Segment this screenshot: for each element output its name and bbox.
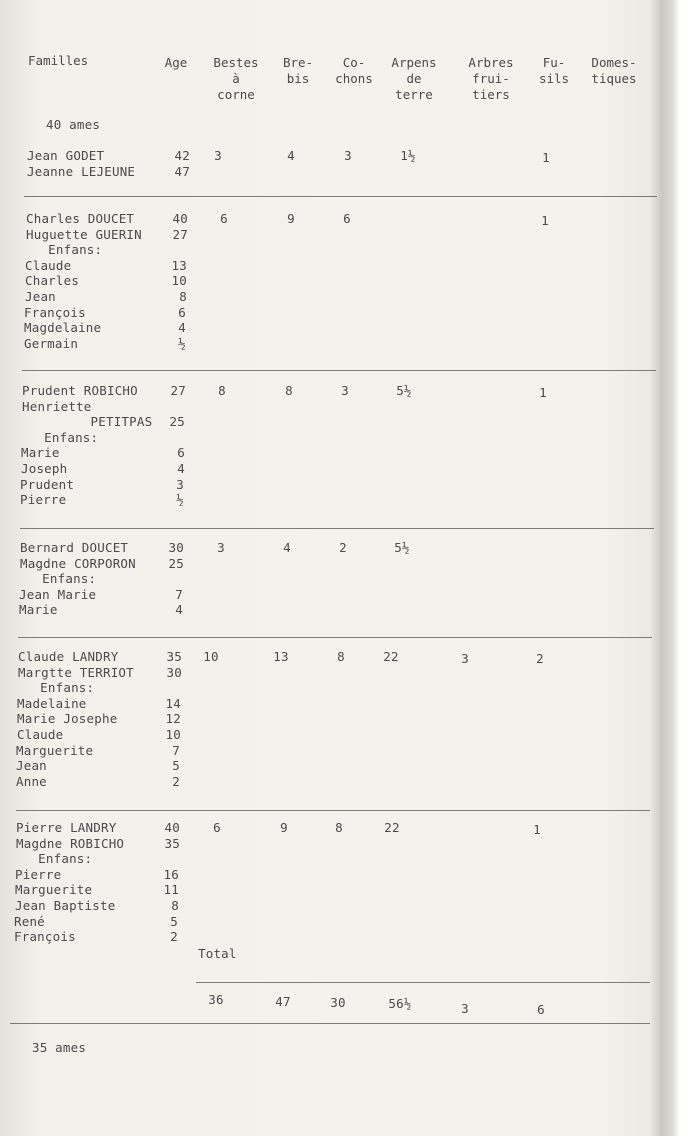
family-member-name: Magdne CORPORON bbox=[20, 555, 136, 571]
family-member-age: 8 bbox=[179, 289, 187, 304]
family-member-age: 12 bbox=[165, 711, 181, 727]
family-member-name: Pierre LANDRY bbox=[16, 820, 117, 835]
family-member-age: 4 bbox=[178, 320, 186, 336]
family-member-age: 25 bbox=[169, 414, 185, 430]
family-member-age: 8 bbox=[171, 898, 179, 913]
total-arpens: 56½ bbox=[388, 996, 412, 1011]
family-member-name: François bbox=[14, 929, 76, 945]
family-member-name: Marguerite bbox=[16, 742, 94, 758]
family-member-name: Enfans: bbox=[21, 429, 99, 445]
family-brebis-value: 8 bbox=[285, 383, 293, 398]
family-member-age: ½ bbox=[176, 492, 184, 508]
separator-line bbox=[196, 982, 650, 983]
family-member-name: René bbox=[14, 913, 45, 929]
total-cochons: 30 bbox=[330, 995, 346, 1010]
family-member-age: 3 bbox=[176, 476, 184, 492]
header-bestes-a-corne: Bestes à corne bbox=[213, 55, 259, 102]
family-cochons-value: 3 bbox=[344, 148, 352, 163]
family-member-age: 10 bbox=[165, 727, 181, 742]
family-member-age: 25 bbox=[168, 555, 184, 571]
family-bestes-value: 6 bbox=[220, 211, 228, 226]
family-member-age: 27 bbox=[170, 383, 186, 398]
family-member-name: Jean Marie bbox=[19, 586, 97, 602]
header-domestiques: Domes- tiques bbox=[591, 55, 637, 86]
family-member-name: Marie Josephe bbox=[17, 711, 118, 727]
header-brebis: Bre- bis bbox=[282, 55, 314, 86]
total-arbres: 3 bbox=[461, 1001, 469, 1016]
family-member-age: 30 bbox=[168, 540, 184, 555]
family-member-age: 5 bbox=[172, 758, 180, 774]
family-member-name: Pierre bbox=[20, 492, 67, 508]
separator-line bbox=[16, 810, 650, 811]
family-cochons-value: 3 bbox=[341, 383, 349, 398]
family-member-name: Huguette GUERIN bbox=[26, 226, 142, 242]
family-member-age: 4 bbox=[177, 461, 185, 476]
family-member-name: Prudent ROBICHO bbox=[22, 383, 138, 398]
family-member-name: Anne bbox=[16, 773, 47, 789]
family-member-age: 14 bbox=[165, 695, 181, 711]
family-bestes-value: 3 bbox=[217, 540, 225, 555]
family-member-age: 35 bbox=[164, 835, 180, 851]
family-member-name: Jean GODET bbox=[27, 148, 105, 163]
family-member-age: 6 bbox=[178, 304, 186, 320]
family-member-age: 13 bbox=[171, 257, 187, 273]
family-member-name: Enfans: bbox=[19, 571, 97, 587]
family-member-name: Jean bbox=[25, 289, 56, 304]
family-cochons-value: 8 bbox=[335, 820, 343, 835]
family-member-age: 7 bbox=[175, 586, 183, 602]
family-bestes-value: 3 bbox=[214, 148, 222, 163]
family-fusils-value: 1 bbox=[542, 150, 550, 165]
family-member-age: 11 bbox=[163, 882, 179, 898]
family-member-name: Marie bbox=[21, 445, 60, 461]
family-member-age: 35 bbox=[166, 649, 182, 664]
ames-count-top: 40 ames bbox=[46, 117, 101, 132]
family-cochons-value: 8 bbox=[337, 649, 345, 664]
family-member-name: Magdelaine bbox=[24, 320, 102, 336]
family-member-name: Enfans: bbox=[15, 851, 93, 867]
family-member-name: Charles bbox=[25, 273, 80, 289]
family-member-name: Jean Baptiste bbox=[15, 898, 116, 913]
family-member-name: François bbox=[24, 304, 86, 320]
header-age: Age bbox=[164, 55, 188, 70]
family-arpens-value: 1½ bbox=[400, 148, 416, 163]
family-member-age: 16 bbox=[163, 866, 179, 882]
family-brebis-value: 9 bbox=[280, 820, 288, 835]
family-member-name: Bernard DOUCET bbox=[20, 540, 129, 555]
separator-line bbox=[24, 196, 657, 197]
family-member-age: 47 bbox=[174, 163, 190, 179]
family-bestes-value: 10 bbox=[203, 649, 219, 664]
family-member-name: Claude bbox=[25, 257, 72, 273]
family-member-name: Germain bbox=[24, 335, 79, 351]
total-label: Total bbox=[198, 946, 237, 961]
family-member-name: Claude LANDRY bbox=[18, 649, 119, 664]
family-member-name: Claude bbox=[17, 727, 64, 742]
family-member-name: Charles DOUCET bbox=[26, 211, 135, 226]
family-arpens-value: 22 bbox=[383, 649, 399, 664]
family-bestes-value: 6 bbox=[213, 820, 221, 835]
separator-line bbox=[10, 1023, 650, 1024]
header-arbres-fruitiers: Arbres frui- tiers bbox=[468, 55, 514, 102]
header-cochons: Co- chons bbox=[335, 55, 373, 86]
family-member-age: 30 bbox=[166, 664, 182, 680]
family-arpens-value: 5½ bbox=[396, 383, 412, 398]
total-brebis: 47 bbox=[275, 994, 291, 1009]
family-member-age: 6 bbox=[177, 445, 185, 461]
family-arpens-value: 5½ bbox=[394, 540, 410, 555]
family-brebis-value: 4 bbox=[287, 148, 295, 163]
family-member-age: ½ bbox=[178, 335, 186, 351]
header-familles: Familles bbox=[28, 53, 89, 68]
header-fusils: Fu- sils bbox=[538, 55, 570, 86]
family-member-age: 40 bbox=[164, 820, 180, 835]
family-member-name: Enfans: bbox=[17, 680, 95, 696]
family-fusils-value: 1 bbox=[539, 385, 547, 400]
family-member-name: Pierre bbox=[15, 866, 62, 882]
family-fusils-value: 1 bbox=[533, 822, 541, 837]
family-member-age: 10 bbox=[171, 273, 187, 289]
family-brebis-value: 4 bbox=[283, 540, 291, 555]
family-member-age: 4 bbox=[175, 602, 183, 618]
family-member-name: Jeanne LEJEUNE bbox=[27, 163, 136, 179]
family-member-name: Magdne ROBICHO bbox=[16, 835, 125, 851]
header-arpens-de-terre: Arpens de terre bbox=[391, 55, 437, 102]
family-arbres-value: 3 bbox=[461, 651, 469, 666]
family-member-name: Margtte TERRIOT bbox=[18, 664, 134, 680]
family-cochons-value: 6 bbox=[343, 211, 351, 226]
family-brebis-value: 13 bbox=[273, 649, 289, 664]
family-member-age: 27 bbox=[172, 226, 188, 242]
family-brebis-value: 9 bbox=[287, 211, 295, 226]
family-member-name: Madelaine bbox=[17, 695, 87, 711]
family-member-name: Joseph bbox=[21, 461, 68, 476]
family-bestes-value: 8 bbox=[218, 383, 226, 398]
separator-line bbox=[20, 528, 654, 529]
family-fusils-value: 1 bbox=[541, 213, 549, 228]
total-bestes: 36 bbox=[208, 992, 224, 1007]
family-fusils-value: 2 bbox=[536, 651, 544, 666]
total-fusils: 6 bbox=[537, 1002, 545, 1017]
family-member-name: Marguerite bbox=[15, 882, 93, 898]
family-member-age: 40 bbox=[172, 211, 188, 226]
family-member-age: 2 bbox=[170, 929, 178, 945]
family-member-age: 2 bbox=[172, 773, 180, 789]
family-member-name: Henriette bbox=[22, 398, 92, 414]
family-member-age: 5 bbox=[170, 913, 178, 929]
ames-count-bottom: 35 ames bbox=[32, 1040, 87, 1055]
family-cochons-value: 2 bbox=[339, 540, 347, 555]
family-member-name: Prudent bbox=[20, 476, 75, 492]
family-member-name: Jean bbox=[16, 758, 47, 774]
family-member-name: Marie bbox=[19, 602, 58, 618]
family-member-name: PETITPAS bbox=[21, 414, 153, 430]
family-arpens-value: 22 bbox=[384, 820, 400, 835]
family-member-age: 42 bbox=[174, 148, 190, 163]
separator-line bbox=[18, 637, 652, 638]
family-member-name: Enfans: bbox=[25, 242, 103, 258]
family-member-age: 7 bbox=[172, 742, 180, 758]
separator-line bbox=[22, 370, 656, 371]
